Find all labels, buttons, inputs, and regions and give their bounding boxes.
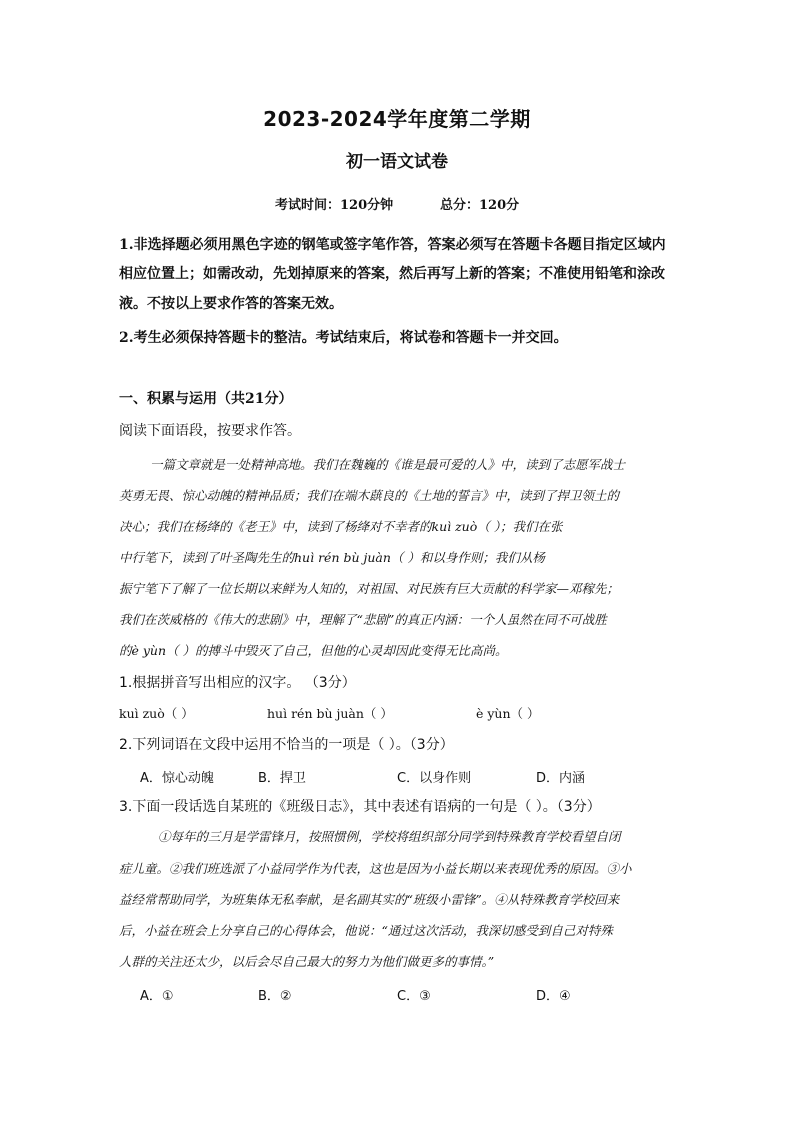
- exam-subtitle: 初一语文试卷: [346, 152, 448, 172]
- q2-option[interactable]: C．以身作则: [397, 771, 472, 786]
- q3-passage-line: 后，小益在班会上分享自己的心得体会，他说：“通过这次活动，我深切感受到自己对特殊: [119, 923, 613, 938]
- q3-passage-line: 人群的关注还太少，以后会尽自己最大的努力为他们做更多的事情。”: [119, 954, 495, 969]
- q2-option[interactable]: B．捍卫: [258, 771, 306, 786]
- q2-option[interactable]: D．内涵: [536, 771, 586, 786]
- passage-line: 我们在茨威格的《伟大的悲剧》中，理解了“悲剧”的真正内涵：一个人虽然在同不可战胜: [119, 612, 607, 627]
- q3-passage-line: 症儿童。②我们班选派了小益同学作为代表，这也是因为小益长期以来表现优秀的原因。③小: [119, 861, 632, 876]
- exam-time: 考试时间：120分钟: [275, 198, 394, 213]
- passage-line: 的è yùn（ ）的搏斗中毁灭了自己，但他的心灵却因此变得无比高尚。: [119, 643, 508, 658]
- section-instruction: 阅读下面语段，按要求作答。: [119, 423, 301, 439]
- exam-total-score: 总分：120分: [440, 198, 520, 213]
- question-2-stem: 2.下列词语在文段中运用不恰当的一项是（ ）。（3分）: [119, 737, 454, 753]
- q3-option[interactable]: C．③: [397, 989, 431, 1004]
- q3-option[interactable]: B．②: [258, 989, 292, 1004]
- q1-pinyin-item: kuì zuò（ ）: [119, 706, 194, 721]
- q3-passage-line: ①每年的三月是学雷锋月，按照惯例，学校将组织部分同学到特殊教育学校看望自闭: [158, 829, 621, 844]
- notice-line: 2.考生必须保持答题卡的整洁。考试结束后，将试卷和答题卡一并交回。: [119, 330, 568, 346]
- exam-title: 2023-2024学年度第二学期: [263, 107, 531, 131]
- passage-line: 决心；我们在杨绛的《老王》中，读到了杨绛对不幸者的kuì zuò（ ）；我们在张: [119, 519, 563, 534]
- q1-pinyin-item: huì rén bù juàn（ ）: [267, 706, 393, 721]
- passage-line: 英勇无畏、惊心动魄的精神品质；我们在端木蕻良的《土地的誓言》中，读到了捍卫领土的: [119, 488, 620, 503]
- q3-passage-line: 益经常帮助同学，为班集体无私奉献，是名副其实的“班级小雷锋”。④从特殊教育学校回来: [119, 892, 620, 907]
- notice-line: 液。不按以上要求作答的答案无效。: [119, 296, 343, 312]
- q1-pinyin-item: è yùn（ ）: [476, 706, 540, 721]
- q3-option[interactable]: D．④: [536, 989, 571, 1004]
- q3-option[interactable]: A．①: [140, 989, 174, 1004]
- question-1-stem: 1.根据拼音写出相应的汉字。 （3分）: [119, 675, 356, 691]
- q2-option[interactable]: A．惊心动魄: [140, 771, 214, 786]
- notice-line: 相应位置上；如需改动，先划掉原来的答案，然后再写上新的答案；不准使用铅笔和涂改: [119, 266, 665, 282]
- notice-line: 1.非选择题必须用黑色字迹的钢笔或签字笔作答，答案必须写在答题卡各题目指定区域内: [119, 237, 666, 253]
- section-heading: 一、积累与运用（共21分）: [119, 391, 293, 407]
- passage-line: 一篇文章就是一处精神高地。我们在魏巍的《谁是最可爱的人》中，读到了志愿军战士: [150, 457, 626, 472]
- passage-line: 振宁笔下了解了一位长期以来鲜为人知的，对祖国、对民族有巨大贡献的科学家—邓稼先；: [119, 581, 620, 596]
- passage-line: 中行笔下，读到了叶圣陶先生的huì rén bù juàn（ ）和以身作则；我们从杨: [119, 550, 545, 565]
- question-3-stem: 3.下面一段话选自某班的《班级日志》，其中表述有语病的一句是（ ）。（3分）: [119, 799, 601, 815]
